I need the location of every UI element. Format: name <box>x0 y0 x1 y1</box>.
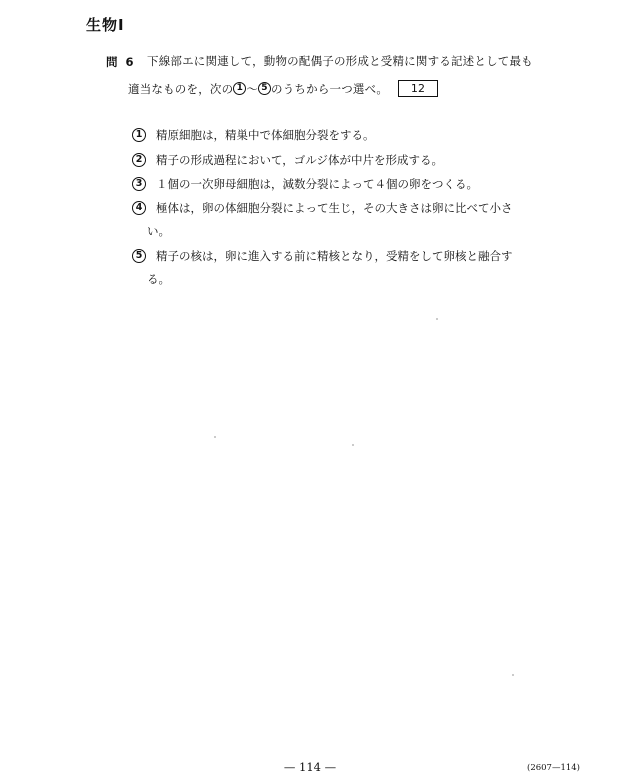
choice-text: １個の一次卵母細胞は，減数分裂によって４個の卵をつくる。 <box>156 177 478 191</box>
question-stem-line-1: 下線部エに関連して，動物の配偶子の形成と受精に関する記述として最も <box>147 54 533 68</box>
range-start-marker: 1 <box>233 82 246 95</box>
choice-1 <box>132 127 375 142</box>
choice-3 <box>132 176 478 191</box>
choice-5 <box>132 248 513 263</box>
subject-header: 生物Ⅰ <box>86 16 125 34</box>
question-stem-line-2 <box>128 80 438 97</box>
choice-number-marker: 2 <box>132 153 146 167</box>
scan-speck <box>512 674 514 676</box>
answer-number-box: 12 <box>398 80 438 97</box>
stem-suffix: のうちから一つ選べ。 <box>271 81 389 96</box>
range-separator: ～ <box>246 81 259 96</box>
choice-text: 精子の形成過程において，ゴルジ体が中片を形成する。 <box>156 153 443 167</box>
choice-text: 精子の核は，卵に進入する前に精核となり，受精をして卵核と融合す <box>156 249 513 263</box>
choice-4-continuation: い。 <box>147 224 170 238</box>
page-number: — 114 — <box>283 760 337 774</box>
page-code: (2607—114) <box>527 763 580 773</box>
choice-4 <box>132 200 513 215</box>
choice-number-marker: 3 <box>132 177 146 191</box>
choice-number-marker: 4 <box>132 201 146 215</box>
choice-number-marker: 5 <box>132 249 146 263</box>
choice-2 <box>132 152 443 167</box>
choice-number-marker: 1 <box>132 128 146 142</box>
range-end-marker: 5 <box>258 82 271 95</box>
choice-text: 極体は，卵の体細胞分裂によって生じ，その大きさは卵に比べて小さ <box>156 201 513 215</box>
choice-5-continuation: る。 <box>147 272 170 286</box>
scan-speck <box>436 318 438 320</box>
question-label: 問 6 <box>106 55 136 69</box>
scan-speck <box>352 444 354 446</box>
stem-prefix: 適当なものを，次の <box>128 81 234 96</box>
choice-text: 精原細胞は，精巣中で体細胞分裂をする。 <box>156 128 375 142</box>
scan-speck <box>214 436 216 438</box>
